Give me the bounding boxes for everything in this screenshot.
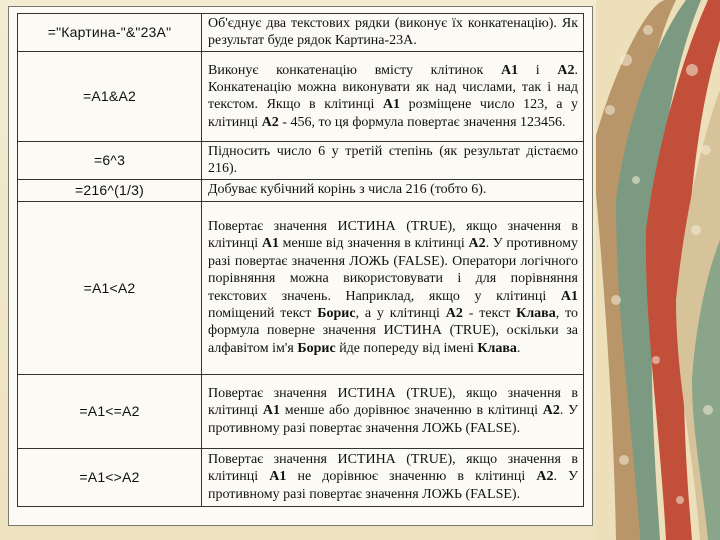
text-segment: . У противному разі повертає значення ЛОЖЬ (FALSE). <box>208 403 578 436</box>
table-row <box>18 14 584 52</box>
description-cell <box>202 51 584 141</box>
text-segment: поміщений текст <box>208 306 318 322</box>
text-segment: Повертає значення ИСТИНА (TRUE), якщо значення в клітинці <box>208 219 578 252</box>
bold-text-segment: А2 <box>261 114 279 130</box>
text-segment: . У противному разі повертає значення ЛОЖЬ (FALSE). <box>208 469 579 502</box>
bold-text-segment: А1 <box>261 236 279 252</box>
bold-text-segment: А1 <box>500 62 519 78</box>
text-segment: . У противному разі повертає значення ЛОЖЬ (FALSE). Оператори логічного порівняння можна використовувати і для порівняння текстових значень. Наприклад, якщо у клітинці <box>208 236 578 304</box>
description-cell <box>202 374 584 448</box>
text-segment: , а у клітинці <box>355 306 446 322</box>
table-row <box>18 374 584 448</box>
bold-text-segment: А1 <box>382 97 401 113</box>
text-segment: , то формула поверне значення ИСТИНА (TRUE), оскільки за алфавітом ім'я <box>208 306 579 356</box>
bold-text-segment: А2 <box>542 403 560 419</box>
table-row <box>18 179 584 201</box>
formula-cell: =A1<A2 <box>18 201 202 374</box>
text-segment: Виконує конкатенацію вмісту клітинок <box>208 62 501 78</box>
formula-cell: =A1<>A2 <box>18 448 202 506</box>
description-cell <box>202 201 584 374</box>
bold-text-segment: А1 <box>262 403 281 419</box>
formula-table-frame <box>8 6 593 526</box>
formula-cell: =A1<=A2 <box>18 374 202 448</box>
decorative-ribbons-icon <box>596 0 720 540</box>
formula-table <box>17 13 584 507</box>
bold-text-segment: Борис <box>317 306 356 322</box>
bold-text-segment: А2 <box>536 469 554 485</box>
text-segment: Повертає значення ИСТИНА (TRUE), якщо значення в клітинці <box>208 386 578 419</box>
bold-text-segment: А2 <box>557 62 575 78</box>
text-segment: . <box>516 340 521 356</box>
text-segment: Об'єднує два текстових рядки (виконує їх конкатенацію). Як результат буде рядок Картина-23А. <box>208 16 578 49</box>
text-segment: не дорівнює значенню в клітинці <box>286 469 537 485</box>
text-segment: розміщене число 123, а у клітинці <box>208 97 578 130</box>
text-segment: Добуває кубічний корінь з числа 216 (тобто 6). <box>208 182 487 198</box>
table-row <box>18 141 584 179</box>
description-cell <box>202 141 584 179</box>
text-segment: - 456, то ця формула повертає значення 123456. <box>278 114 566 130</box>
description-cell <box>202 179 584 201</box>
bold-text-segment: Клава <box>477 340 517 356</box>
text-segment: - текст <box>462 306 517 322</box>
table-row <box>18 448 584 506</box>
description-cell <box>202 448 584 506</box>
bold-text-segment: А2 <box>445 306 463 322</box>
formula-cell: =216^(1/3) <box>18 179 202 201</box>
text-segment: Повертає значення ИСТИНА (TRUE), якщо значення в клітинці <box>208 452 578 485</box>
text-segment: йде попереду від імені <box>335 340 478 356</box>
bold-text-segment: А2 <box>468 236 486 252</box>
formula-cell: ="Картина-"&"23А" <box>18 14 202 52</box>
bold-text-segment: А1 <box>560 288 578 304</box>
table-row <box>18 51 584 141</box>
text-segment: і <box>518 62 558 78</box>
formula-cell: =6^3 <box>18 141 202 179</box>
formula-cell: =A1&A2 <box>18 51 202 141</box>
bold-text-segment: Клава <box>516 306 556 322</box>
bold-text-segment: А1 <box>269 469 287 485</box>
table-row <box>18 201 584 374</box>
text-segment: Підносить число 6 у третій степінь (як результат дістаємо 216). <box>208 143 578 177</box>
text-segment: менше або дорівнює значенню в клітинці <box>280 403 543 419</box>
text-segment: менше від значення в клітинці <box>278 236 469 252</box>
text-segment: . Конкатенацію можна виконувати як над числами, так і над текстом. Якщо в клітинці <box>208 62 578 113</box>
bold-text-segment: Борис <box>297 340 336 356</box>
description-cell <box>202 14 584 52</box>
